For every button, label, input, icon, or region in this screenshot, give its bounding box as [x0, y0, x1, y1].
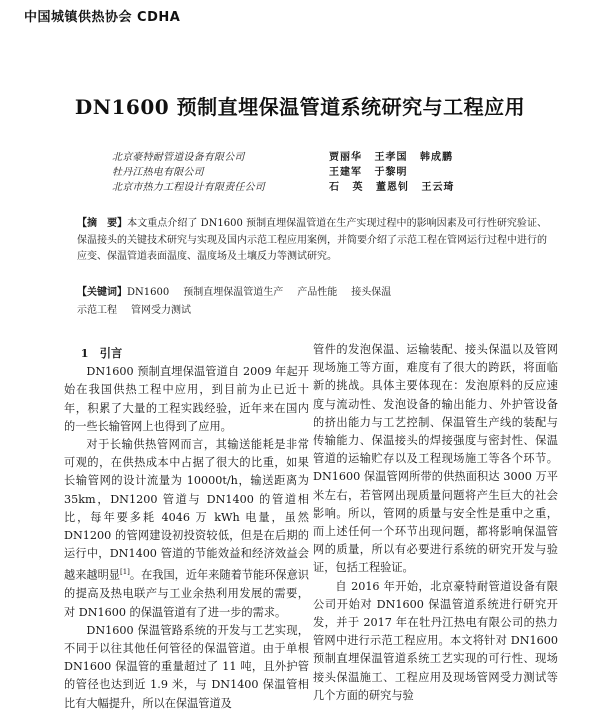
- keyword: 预制直埋保温管道生产: [183, 287, 284, 298]
- body-paragraph: 自 2016 年开始，北京豪特耐管道设备有限公司开始对 DN1600 保温管道系统进行研究开发，并于 2017 年在牡丹江热电有限公司的热力管网中进行示范工程应用。本文将针对 DN1600 预制直埋保温管道系统工艺实现的可行性、现场接头保温施工、工程应用及现场管网受力测试等几个方面的研究与验: [313, 579, 558, 702]
- abstract-label: 【摘 要】: [77, 218, 128, 229]
- paragraph-text: 。在我国，近年来随着节能环保意识的提高及热电联产与工业余热利用发展的需要，对 DN1600 的保温管道有了进一步的需求。: [64, 569, 309, 619]
- body-paragraph: DN1600 预制直埋保温管道自 2009 年起开始在我国供热工程中应用，到目前为止已近十年，积累了大量的工程实践经验，近年来在国内的一些长输管网上也得到了应用。: [64, 365, 309, 433]
- abstract: [77, 216, 547, 266]
- body-column-left: [64, 344, 309, 713]
- paragraph-text: 对于长输供热管网而言，其输送能耗是非常可观的，在供热成本中占据了很大的比重，如果长输管网的设计流量为 10000t/h，输送距离为 35km，DN1200 管道与 DN1400 的管道相比，每年要多耗 4046 万 kWh 电量，虽然 DN1200 的管网建设初投资较低，但是在后期的运行中，DN1400 管道的节能效益和经济效益会越来越明显: [64, 438, 309, 583]
- author-row: [112, 165, 512, 180]
- citation-ref: [1]: [119, 568, 130, 577]
- keywords-label: 【关键词】: [77, 287, 127, 298]
- body-paragraph: 管件的发泡保温、运输装配、接头保温以及管网现场施工等方面，难度有了很大的跨跃，将面临新的挑战。具体主要体现在：发泡原料的反应速度与流动性、发泡设备的输出能力、外护管设备的挤出能力与工艺控制、保温管生产线的装配与传输能力、保温接头的焊接强度与密封性、保温管道的运输贮存以及工程现场施工等各个环节。DN1600 保温管网所带的供热面积达 3000 万平米左右，若管网出现质量问题将产生巨大的社会影响。所以，管网的质量与安全性是重中之重，而上述任何一个环节出现问题，都将影响保温管网的质量，所以有必要进行系统的研究开发与验证，包括工程验证。: [313, 343, 558, 575]
- affiliation: 北京市热力工程设计有限责任公司: [112, 182, 265, 193]
- paper-title: DN1600 预制直埋保温管道系统研究与工程应用: [74, 95, 526, 119]
- affiliation: 牡丹江热电有限公司: [112, 167, 204, 178]
- author-names: 贾丽华 王孝国 韩成鹏: [329, 152, 453, 163]
- affiliation: 北京豪特耐管道设备有限公司: [112, 152, 245, 163]
- keyword: 示范工程: [77, 305, 117, 316]
- abstract-text: 本文重点介绍了 DN1600 预制直埋保温管道在生产实现过程中的影响因素及可行性研究验证、保温接头的关键技术研究与实现及国内示范工程应用案例，并简要介绍了示范工程在管网运行过程中进行的应变、保温管道表面温度、温度场及土壤反力等测试研究。: [77, 218, 548, 262]
- section-heading: 1 引言: [80, 346, 123, 360]
- body-paragraph: [64, 436, 309, 622]
- body-column-right: [313, 341, 558, 705]
- journal-header: 中国城镇供热协会 CDHA: [24, 10, 181, 25]
- keyword: DN1600: [127, 287, 170, 298]
- author-names: 石 英 董恩钊 王云琦: [329, 182, 455, 193]
- author-names: 王建军 于黎明: [329, 167, 408, 178]
- keyword: 管网受力测试: [131, 305, 191, 316]
- body-paragraph: DN1600 保温管路系统的开发与工艺实现，不同于以往其他任何管径的保温管道。由于单根 DN1600 保温管的重量超过了 11 吨，且外护管的管径也达到近 1.9 米，与 DN1400 保温管相比有大幅提升，所以在保温管道及: [64, 623, 309, 710]
- keywords: [77, 284, 547, 320]
- author-row: [112, 150, 512, 165]
- author-row: [112, 180, 512, 195]
- author-block: [112, 150, 512, 195]
- keyword: 产品性能: [297, 287, 338, 298]
- keyword: 接头保温: [351, 287, 392, 298]
